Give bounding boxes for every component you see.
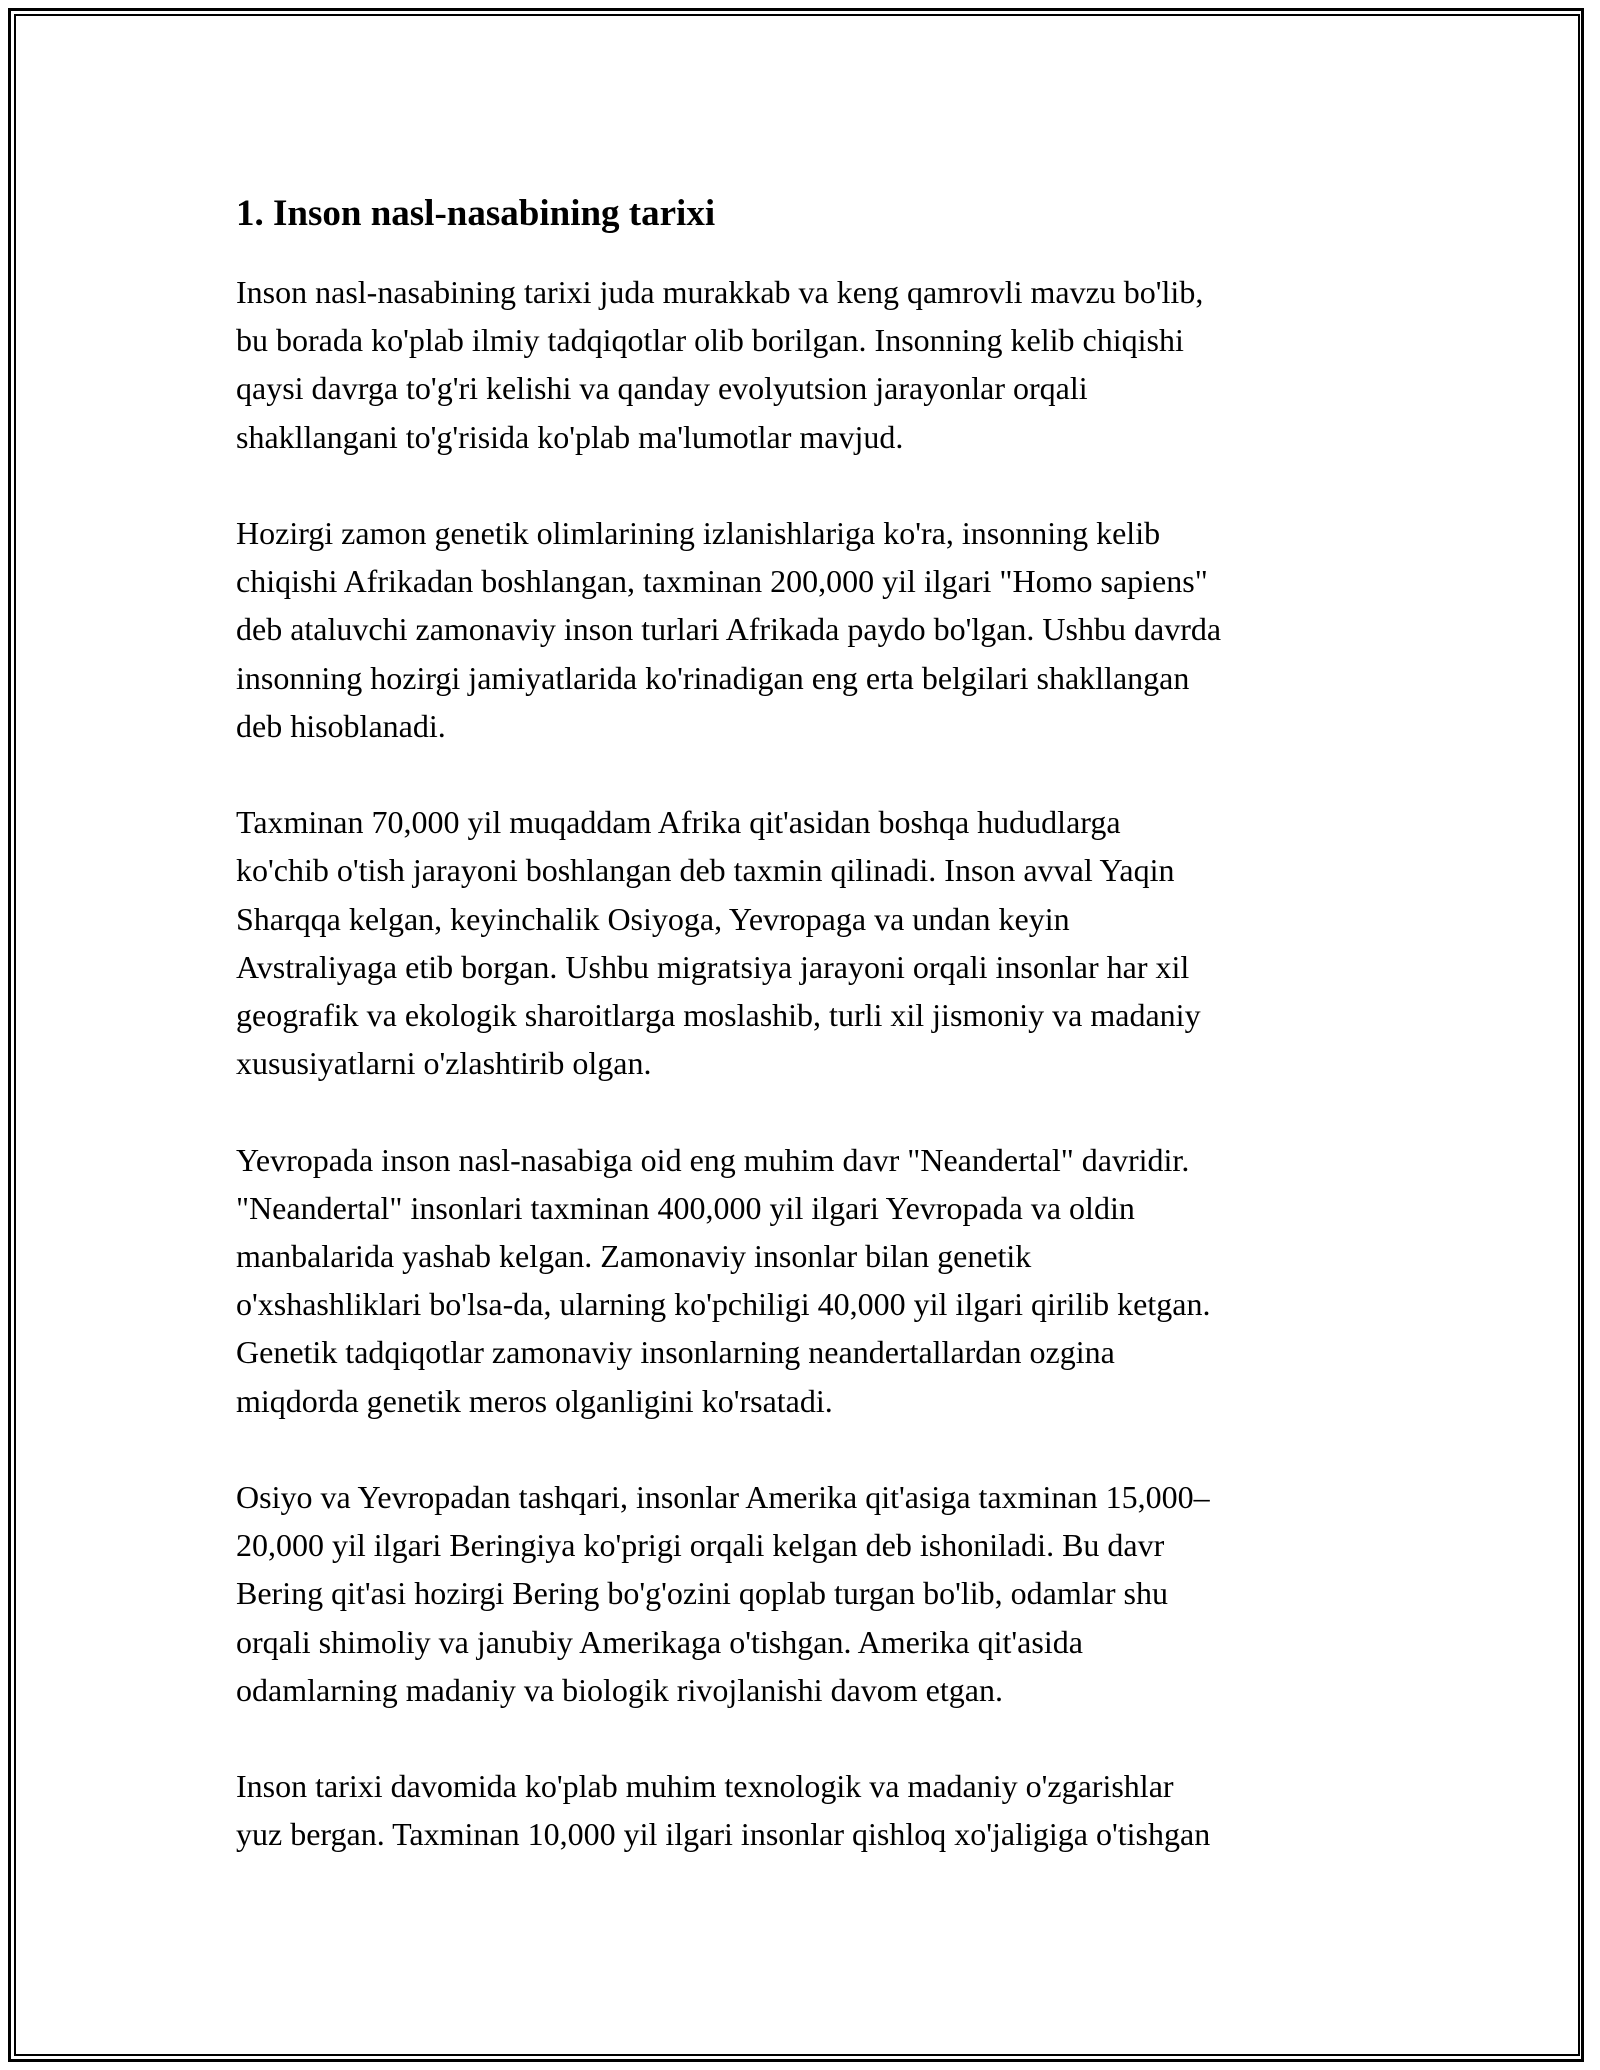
text-line: 20,000 yil ilgari Beringiya ko'prigi orqali kelgan deb ishoniladi. Bu davr [236,1527,1165,1564]
text-line: Genetik tadqiqotlar zamonaviy insonlarning neandertallardan ozgina [236,1334,1115,1371]
text-line: Avstraliyaga etib borgan. Ushbu migratsiya jarayoni orqali insonlar har xil [236,948,1190,985]
section-heading: 1. Inson nasl-nasabining tarixi [236,193,716,234]
text-line: Hozirgi zamon genetik olimlarining izlanishlariga ko'ra, insonning kelib [236,515,1161,551]
text-line: geografik va ekologik sharoitlarga moslashib, turli xil jismoniy va madaniy [236,997,1201,1034]
text-line: miqdorda genetik meros olganligini ko'rsatadi. [236,1382,833,1419]
document-body [236,186,1386,1907]
paragraph [236,1473,1386,1714]
text-line: Osiyo va Yevropadan tashqari, insonlar Amerika qit'asiga taxminan 15,000– [236,1479,1210,1516]
paragraph [236,1136,1386,1425]
text-line: Inson tarixi davomida ko'plab muhim texnologik va madaniy o'zgarishlar [236,1768,1174,1805]
paragraph-container [236,268,1386,1859]
text-line: deb hisoblanadi. [236,707,446,744]
text-line: insonning hozirgi jamiyatlarida ko'rinadigan eng erta belgilari shakllangan [236,659,1190,696]
text-line: Yevropada inson nasl-nasabiga oid eng muhim davr "Neandertal" davridir. [236,1141,1190,1178]
text-line: "Neandertal" insonlari taxminan 400,000 yil ilgari Yevropada va oldin [236,1189,1135,1226]
text-line: o'xshashliklari bo'lsa-da, ularning ko'pchiligi 40,000 yil ilgari qirilib ketgan. [236,1286,1211,1323]
text-line: orqali shimoliy va janubiy Amerikaga o'tishgan. Amerika qit'asida [236,1623,1083,1660]
text-line: Inson nasl-nasabining tarixi juda murakkab va keng qamrovli mavzu bo'lib, [236,274,1204,310]
text-line: bu borada ko'plab ilmiy tadqiqotlar olib borilgan. Insonning kelib chiqishi [236,322,1184,359]
paragraph [236,268,1386,461]
text-line: Sharqqa kelgan, keyinchalik Osiyoga, Yevropaga va undan keyin [236,900,1070,937]
text-line: ko'chib o'tish jarayoni boshlangan deb taxmin qilinadi. Inson avval Yaqin [236,852,1175,889]
text-line: odamlarning madaniy va biologik rivojlanishi davom etgan. [236,1671,1003,1708]
text-line: Taxminan 70,000 yil muqaddam Afrika qit'asidan boshqa hududlarga [236,804,1121,841]
paragraph [236,798,1386,1087]
paragraph [236,509,1386,750]
text-line: Bering qit'asi hozirgi Bering bo'g'ozini qoplab turgan bo'lib, odamlar shu [236,1575,1168,1612]
text-line: chiqishi Afrikadan boshlangan, taxminan 200,000 yil ilgari "Homo sapiens" [236,563,1208,600]
text-line: xususiyatlarni o'zlashtirib olgan. [236,1045,652,1082]
paragraph [236,1762,1386,1858]
text-line: manbalarida yashab kelgan. Zamonaviy insonlar bilan genetik [236,1238,1032,1275]
text-line: deb ataluvchi zamonaviy inson turlari Afrikada paydo bo'lgan. Ushbu davrda [236,611,1222,648]
text-line: yuz bergan. Taxminan 10,000 yil ilgari insonlar qishloq xo'jaligiga o'tishgan [236,1816,1211,1853]
text-line: shakllangani to'g'risida ko'plab ma'lumotlar mavjud. [236,418,904,455]
text-line: qaysi davrga to'g'ri kelishi va qanday evolyutsion jarayonlar orqali [236,370,1088,407]
